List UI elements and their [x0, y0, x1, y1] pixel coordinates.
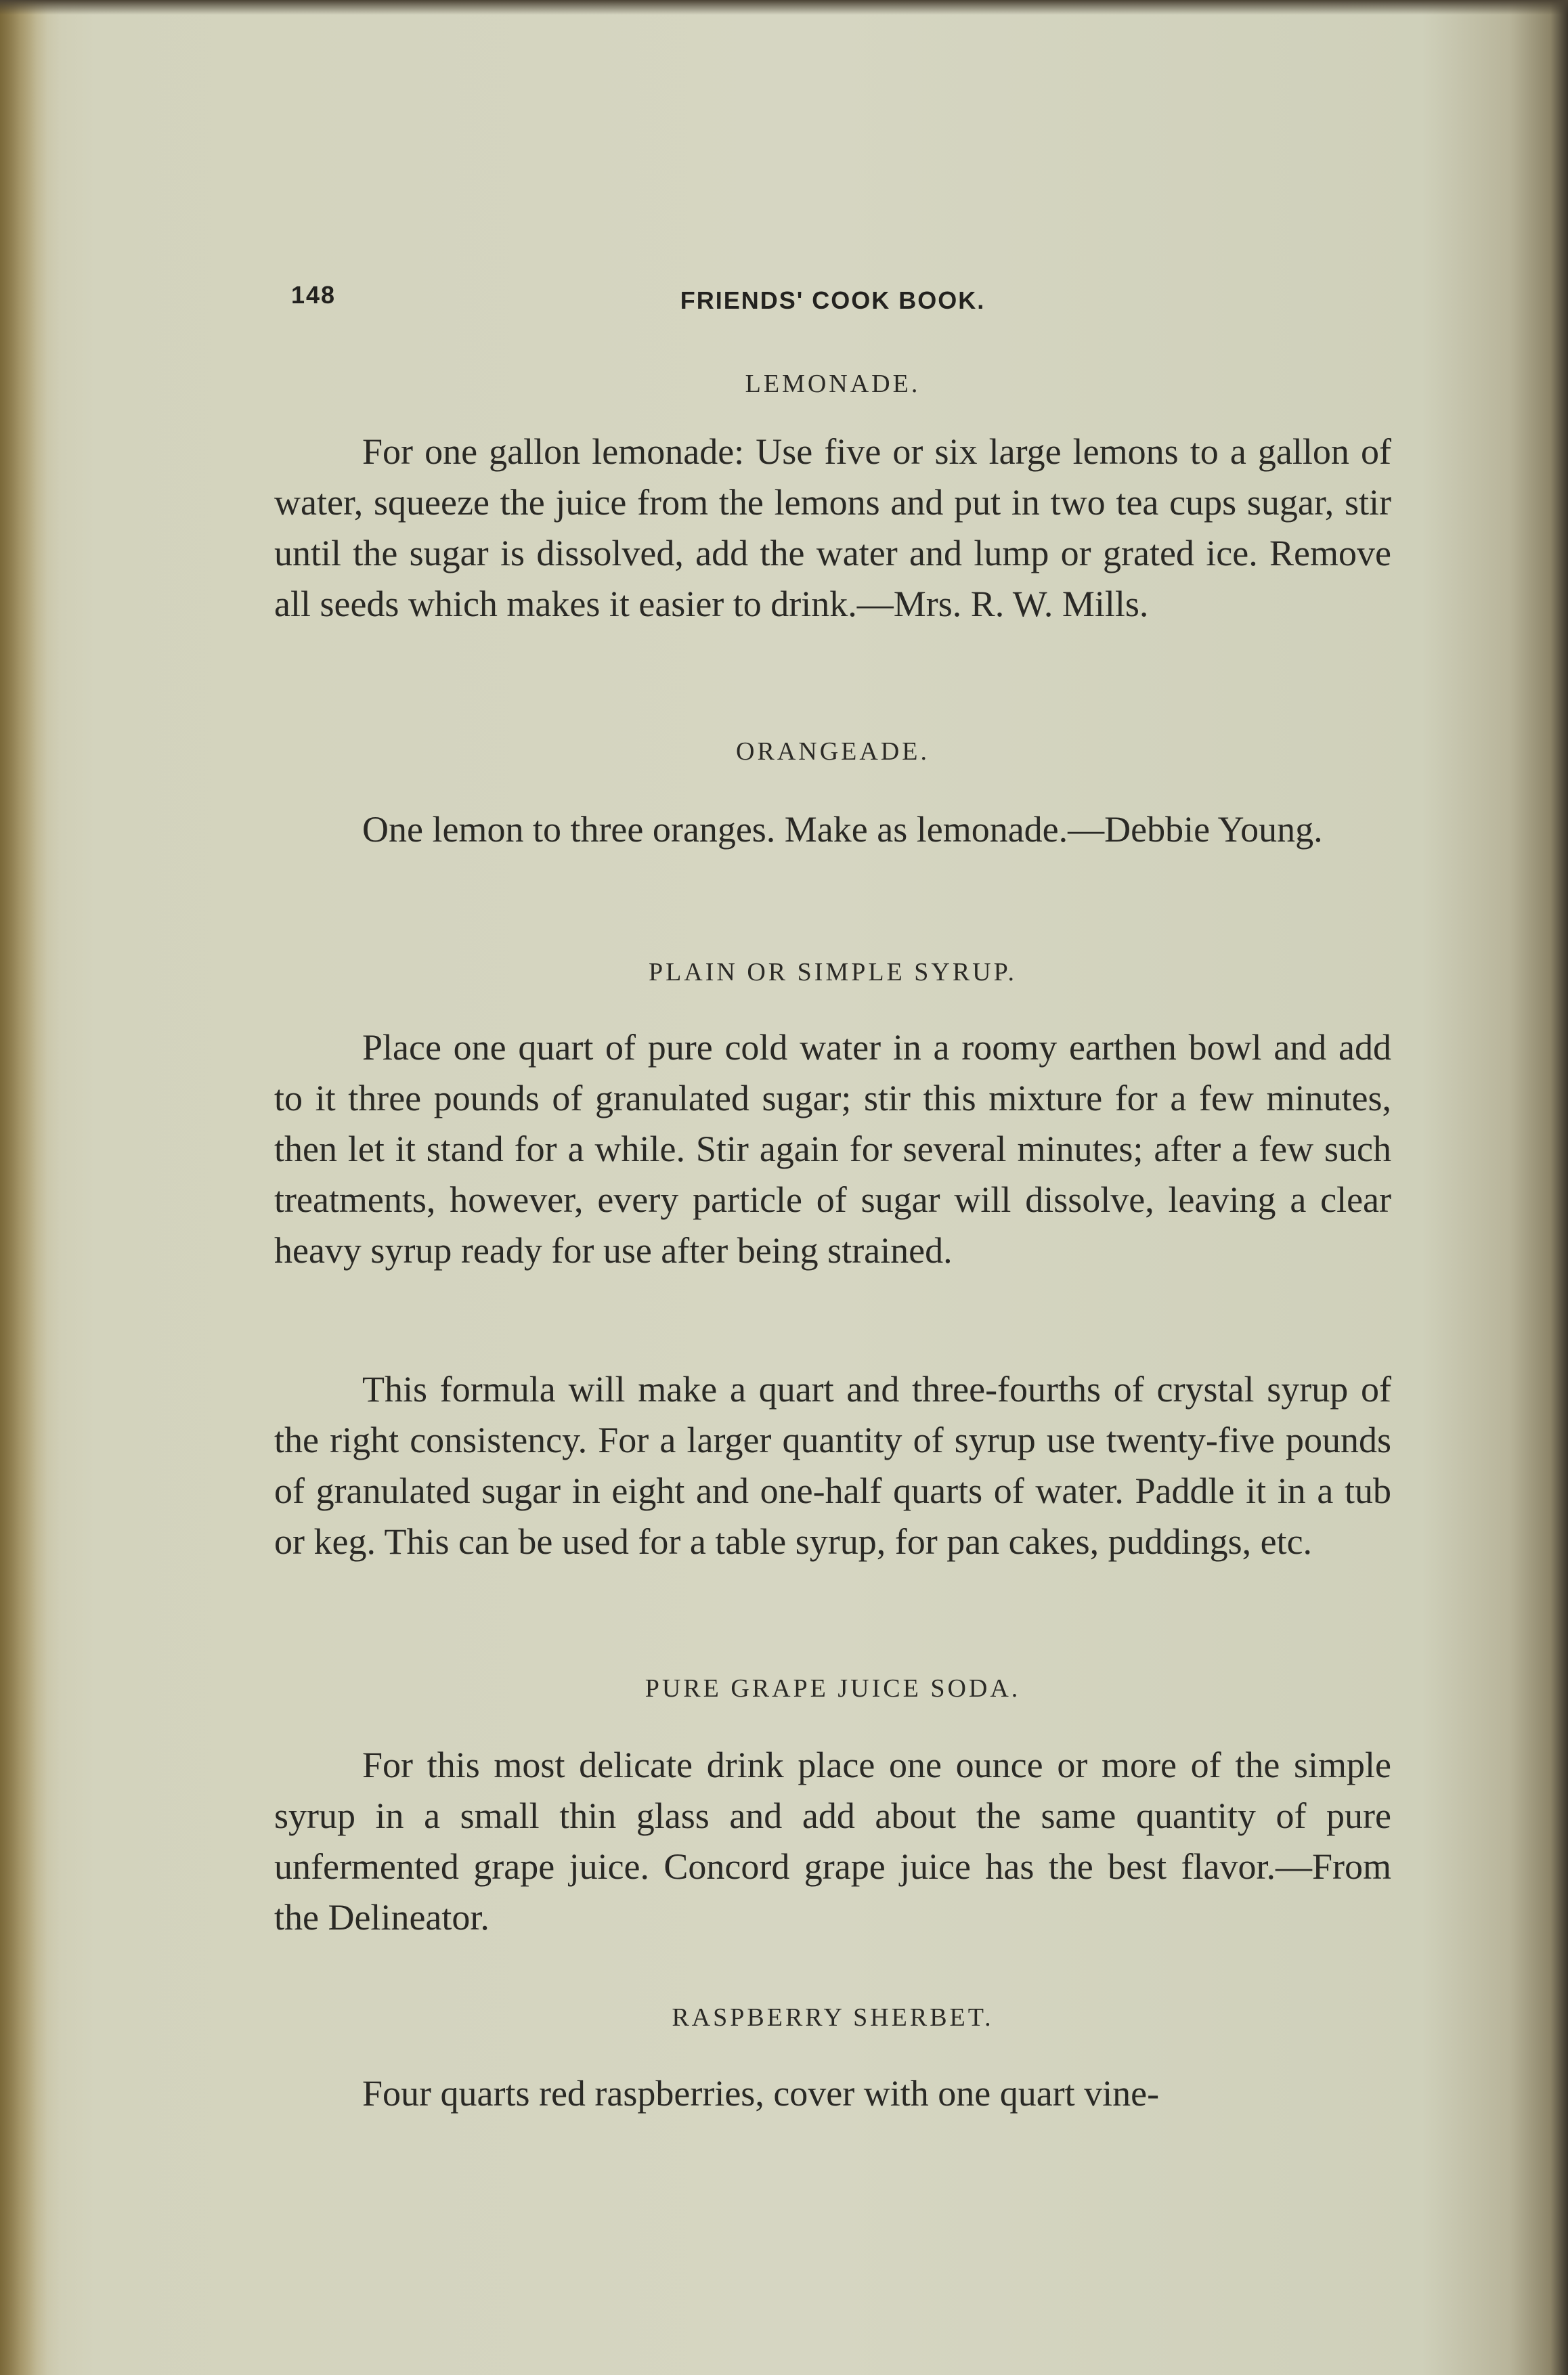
recipe-paragraph-simple-syrup-2: This formula will make a quart and three-fourths of crystal syrup of the right consistency. For a larger quantity of syrup use twenty-five pounds of granulated sugar in eight and one-half quarts of water. Paddle it in a tub or keg. This can be used for a table syrup, for pan cakes, puddings, etc. [274, 1369, 1391, 1562]
recipe-paragraph-orangeade: One lemon to three oranges. Make as lemonade.—Debbie Young. [362, 809, 1323, 850]
recipe-heading-raspberry-sherbet: RASPBERRY SHERBET. [672, 2003, 994, 2032]
recipe-paragraph-simple-syrup-1: Place one quart of pure cold water in a roomy earthen bowl and add to it three pounds of granulated sugar; stir this mixture for a few minutes, then let it stand for a while. Stir again for several minutes; after a few such treatments, however, every particle of sugar will dissolve, leaving a clear heavy syrup ready for use after being strained. [274, 1027, 1391, 1271]
recipe-heading-orangeade: ORANGEADE. [736, 737, 930, 766]
recipe-paragraph-grape-juice-soda: For this most delicate drink place one ounce or more of the simple syrup in a small thin glass and add about the same quantity of pure unfermented grape juice. Concord grape juice has the best flavor.—From the Delineator. [274, 1745, 1391, 1938]
running-head [278, 274, 1388, 322]
page-number: 148 [291, 281, 336, 309]
recipe-heading-grape-juice-soda: PURE GRAPE JUICE SODA. [645, 1674, 1021, 1703]
recipe-heading-lemonade: LEMONADE. [745, 370, 921, 398]
recipe-paragraph-raspberry-sherbet: Four quarts red raspberries, cover with one quart vine- [362, 2073, 1160, 2114]
page-gutter-stain [0, 0, 61, 2375]
recipe-heading-simple-syrup: PLAIN OR SIMPLE SYRUP. [648, 958, 1018, 986]
recipe-paragraph-lemonade: For one gallon lemonade: Use five or six large lemons to a gallon of water, squeeze the juice from the lemons and put in two tea cups sugar, stir until the sugar is dissolved, add the water and lump or grated ice. Remove all seeds which makes it easier to drink.—Mrs. R. W. Mills. [274, 431, 1391, 624]
book-title: FRIENDS' COOK BOOK. [680, 286, 986, 314]
